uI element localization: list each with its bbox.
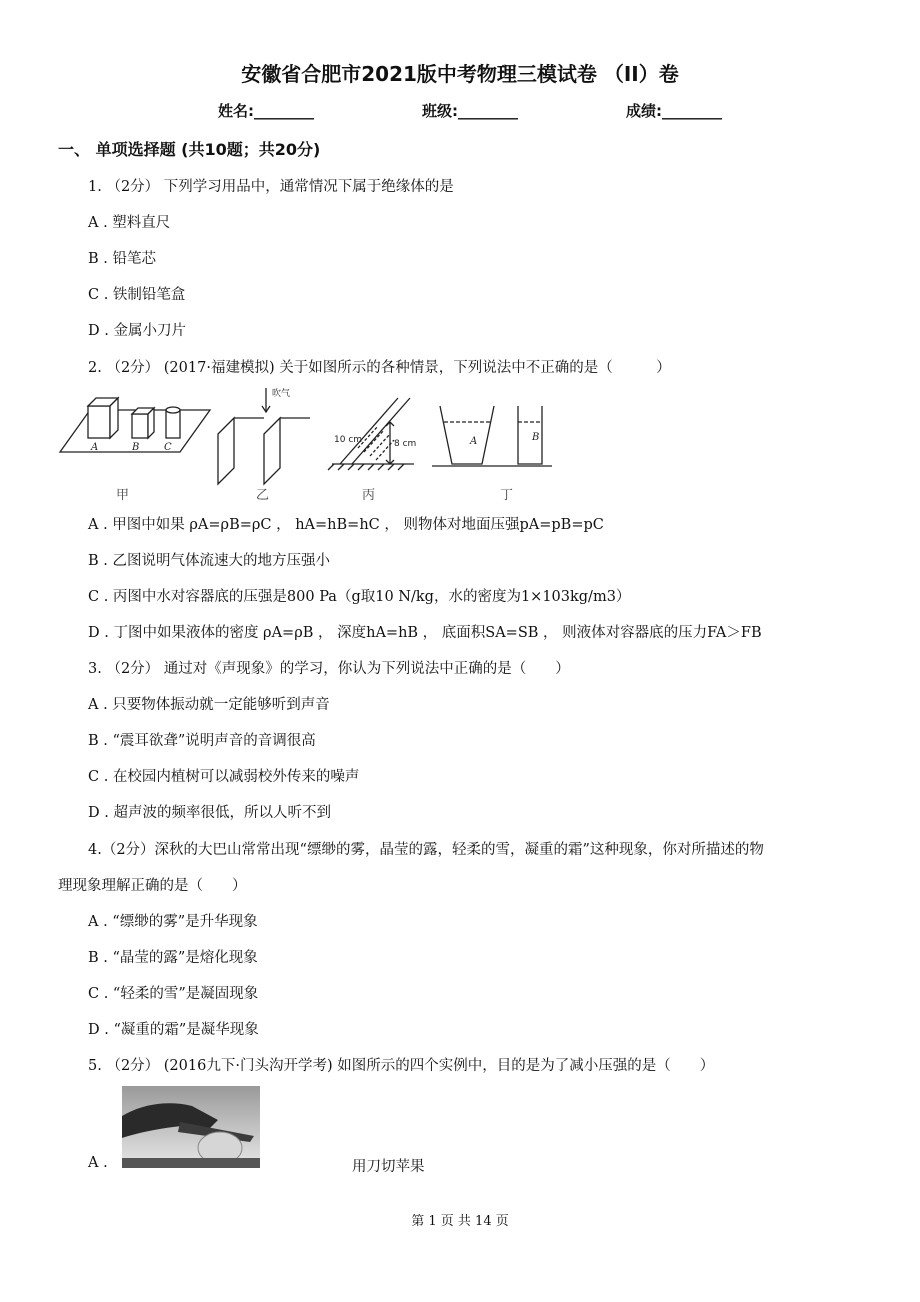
- figure-label-c: C: [164, 442, 172, 453]
- question-3-option-a: A . 只要物体振动就一定能够听到声音: [88, 697, 330, 713]
- question-5-stem: 5. （2分） (2016九下·门头沟开学考) 如图所示的四个实例中，目的是为了减小压强的是（ ）: [88, 1058, 715, 1074]
- question-3-option-c: C . 在校园内植树可以减弱校外传来的噪声: [88, 769, 360, 785]
- question-2-option-d: D . 丁图中如果液体的密度 ρA=ρB ， 深度hA=hB ， 底面积SA=SB ， 则液体对容器底的压力FA＞FB: [88, 625, 762, 641]
- figure-label-fb: B: [532, 432, 540, 443]
- figure-label-len10: 10 cm: [334, 435, 363, 445]
- question-1-option-c: C . 铁制铅笔盒: [88, 287, 186, 303]
- figure-caption-bing: 丙: [362, 488, 376, 503]
- question-5-option-a-text: 用刀切苹果: [352, 1159, 425, 1175]
- question-4-stem-line1: 4.（2分）深秋的大巴山常常出现“缥缈的雾，晶莹的露，轻柔的雪，凝重的霜”这种现象，你对所描述的物: [88, 842, 764, 858]
- figure-label-a: A: [91, 442, 99, 453]
- question-3-option-b: B . “震耳欲聋”说明声音的音调很高: [88, 733, 316, 749]
- page-footer: 第 1 页 共 14 页: [411, 1214, 509, 1229]
- name-field-label: 姓名:________: [218, 102, 314, 120]
- question-2-stem: 2. （2分） (2017·福建模拟) 关于如图所示的各种情景，下列说法中不正确的是（ ）: [88, 360, 671, 376]
- question-2-option-c: C . 丙图中水对容器底的压强是800 Pa（g取10 N/kg，水的密度为1×103kg/m3）: [88, 589, 631, 605]
- class-field-label: 班级:________: [422, 102, 518, 120]
- question-2-option-b: B . 乙图说明气体流速大的地方压强小: [88, 553, 330, 569]
- figure-label-blow: 吹气: [272, 389, 291, 399]
- question-3-stem: 3. （2分） 通过对《声现象》的学习，你认为下列说法中正确的是（ ）: [88, 661, 570, 677]
- question-1-option-a: A . 塑料直尺: [88, 215, 171, 231]
- figure-label-b: B: [132, 442, 140, 453]
- question-5-option-a-image: [122, 1086, 260, 1168]
- page-title: 安徽省合肥市2021版中考物理三模试卷 （II）卷: [241, 62, 679, 86]
- figure-label-len8: 8 cm: [394, 439, 417, 449]
- question-1-stem: 1. （2分） 下列学习用品中，通常情况下属于绝缘体的是: [88, 179, 454, 195]
- score-field-label: 成绩:________: [626, 102, 722, 120]
- figure-caption-jia: 甲: [116, 488, 130, 503]
- question-4-option-a: A . “缥缈的雾”是升华现象: [88, 914, 258, 930]
- question-3-option-d: D . 超声波的频率很低，所以人听不到: [88, 805, 331, 821]
- question-4-stem-line2: 理现象理解正确的是（ ）: [58, 878, 247, 894]
- question-4-option-b: B . “晶莹的露”是熔化现象: [88, 950, 258, 966]
- question-1-option-d: D . 金属小刀片: [88, 323, 186, 339]
- question-1-option-b: B . 铅笔芯: [88, 251, 156, 267]
- question-4-option-d: D . “凝重的霜”是凝华现象: [88, 1022, 259, 1038]
- question-2-option-a: A . 甲图中如果 ρA=ρB=ρC ， hA=hB=hC ， 则物体对地面压强pA=pB=pC: [88, 517, 604, 533]
- figure-caption-yi: 乙: [256, 488, 270, 503]
- figure-caption-ding: 丁: [500, 488, 514, 503]
- question-4-option-c: C . “轻柔的雪”是凝固现象: [88, 986, 259, 1002]
- question-2-figure: [58, 388, 558, 500]
- figure-label-fa: A: [470, 436, 478, 447]
- section-title: 一、 单项选择题 (共10题；共20分): [58, 140, 321, 159]
- question-5-option-a-letter: A .: [88, 1155, 108, 1171]
